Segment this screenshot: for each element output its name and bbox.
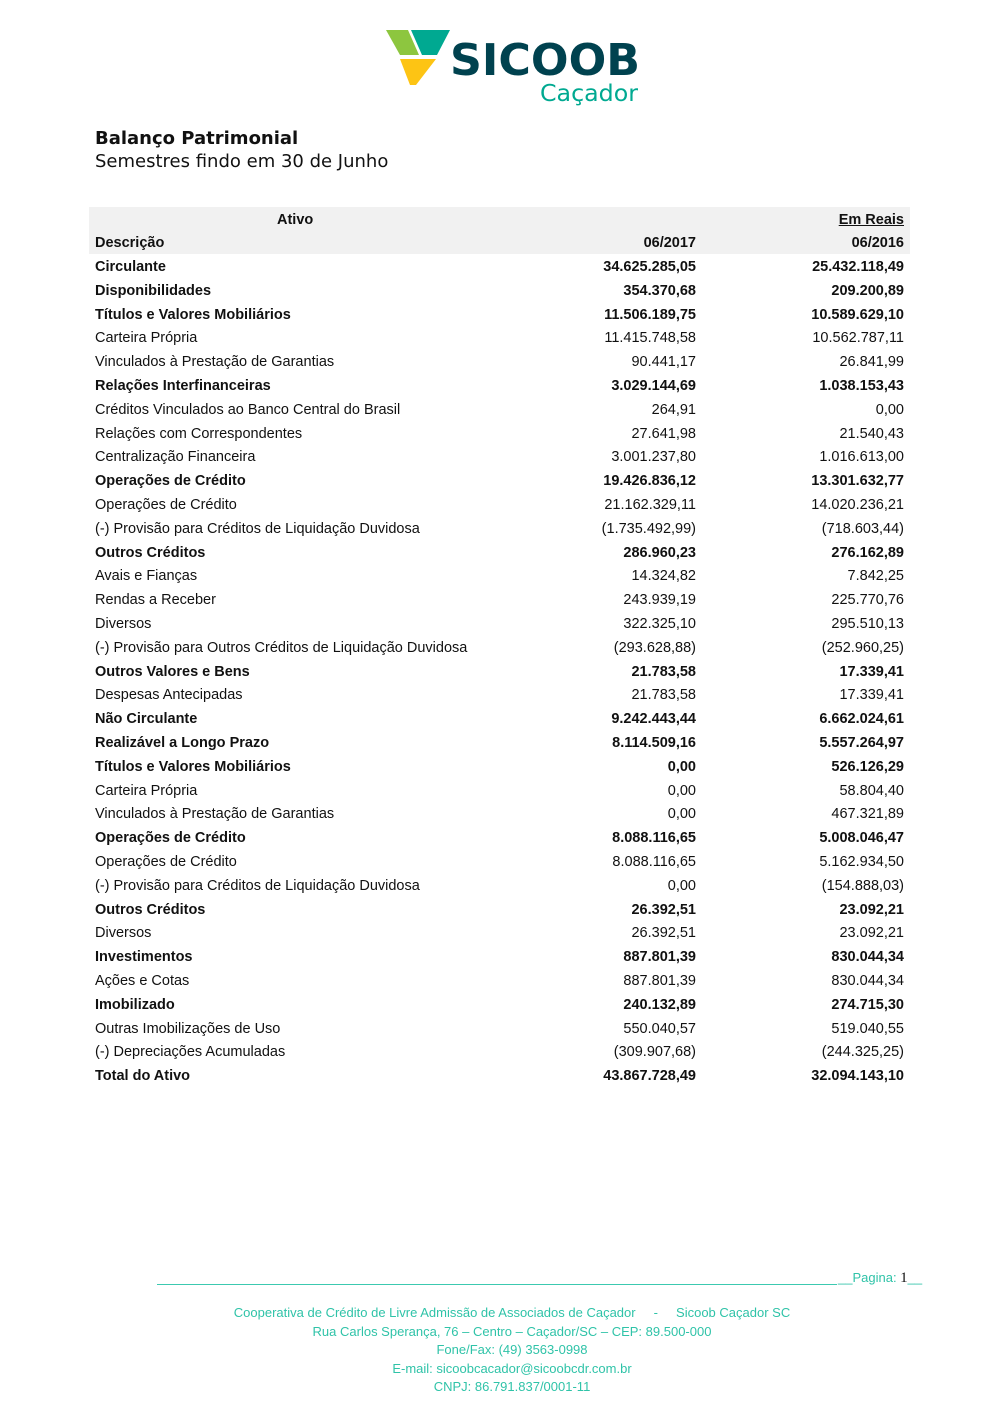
page-indicator bbox=[838, 1270, 922, 1287]
table-row bbox=[0, 708, 1000, 732]
value-2017: 286.960,23 bbox=[623, 544, 696, 561]
row-description: (-) Provisão para Créditos de Liquidação Duvidosa bbox=[95, 520, 420, 537]
row-description: Disponibilidades bbox=[95, 282, 212, 299]
value-2017: 3.001.237,80 bbox=[611, 449, 696, 466]
value-2016: 10.589.629,10 bbox=[811, 306, 904, 323]
table-row bbox=[0, 970, 1000, 994]
row-description: (-) Provisão para Créditos de Liquidação Duvidosa bbox=[95, 877, 420, 894]
value-2016: (154.888,03) bbox=[821, 877, 904, 894]
value-2016: 26.841,99 bbox=[839, 354, 904, 371]
row-description: Créditos Vinculados ao Banco Central do Brasil bbox=[95, 401, 401, 418]
row-description: Investimentos bbox=[95, 949, 193, 966]
row-description: Títulos e Valores Mobiliários bbox=[95, 306, 291, 323]
table-row bbox=[0, 922, 1000, 946]
row-description: Diversos bbox=[95, 925, 152, 942]
value-2016: 5.557.264,97 bbox=[819, 734, 904, 751]
value-2017: 19.426.836,12 bbox=[603, 473, 696, 490]
footer-address bbox=[0, 1304, 1000, 1397]
footer-line: CNPJ: 86.791.837/0001-11 bbox=[433, 1379, 591, 1394]
document-subtitle: Semestres findo em 30 de Junho bbox=[95, 151, 389, 172]
table-row bbox=[0, 899, 1000, 923]
value-2017: 887.801,39 bbox=[623, 972, 696, 989]
table-row bbox=[0, 351, 1000, 375]
table-row bbox=[0, 1065, 1000, 1089]
value-2016: 1.038.153,43 bbox=[819, 377, 904, 394]
footer-line: E-mail: sicoobcacador@sicoobcdr.com.br bbox=[392, 1360, 632, 1376]
footer-divider bbox=[157, 1284, 837, 1285]
col-2017-header: 06/2017 bbox=[643, 235, 696, 251]
row-description: Carteira Própria bbox=[95, 782, 198, 799]
value-2017: 8.088.116,65 bbox=[612, 853, 696, 870]
row-description: Outros Valores e Bens bbox=[95, 663, 250, 680]
table-row bbox=[0, 423, 1000, 447]
col-2016-header: 06/2016 bbox=[851, 235, 904, 251]
row-description: Circulante bbox=[95, 259, 166, 275]
row-description: Relações com Correspondentes bbox=[95, 425, 303, 442]
value-2016: 295.510,13 bbox=[831, 615, 904, 632]
table-header-band bbox=[89, 207, 910, 254]
page-label: __Pagina: bbox=[838, 1270, 901, 1285]
table-row bbox=[0, 851, 1000, 875]
row-description: Outras Imobilizações de Uso bbox=[95, 1020, 281, 1037]
row-description: Carteira Própria bbox=[95, 330, 198, 347]
row-description: Diversos bbox=[95, 615, 152, 632]
row-description: Títulos e Valores Mobiliários bbox=[95, 758, 291, 775]
value-2017: 34.625.285,05 bbox=[603, 259, 696, 275]
value-2016: 519.040,55 bbox=[831, 1020, 904, 1037]
table-row bbox=[0, 304, 1000, 328]
value-2016: 526.126,29 bbox=[831, 758, 904, 775]
value-2017: 0,00 bbox=[667, 758, 696, 775]
row-description: Centralização Financeira bbox=[95, 449, 256, 466]
value-2016: 14.020.236,21 bbox=[811, 496, 904, 513]
value-2016: 7.842,25 bbox=[847, 568, 904, 585]
row-description: Não Circulante bbox=[95, 711, 198, 728]
value-2017: 90.441,17 bbox=[631, 354, 696, 371]
value-2017: 3.029.144,69 bbox=[611, 377, 696, 394]
table-row bbox=[0, 756, 1000, 780]
value-2016: 13.301.632,77 bbox=[811, 473, 904, 490]
value-2017: 21.162.329,11 bbox=[604, 496, 696, 513]
value-2016: 209.200,89 bbox=[831, 282, 904, 299]
table-row bbox=[0, 661, 1000, 685]
value-2016: 25.432.118,49 bbox=[812, 259, 904, 275]
table-row bbox=[0, 446, 1000, 470]
table-row bbox=[0, 256, 1000, 280]
footer-line: Fone/Fax: (49) 3563-0998 bbox=[436, 1342, 588, 1357]
row-description: Vinculados à Prestação de Garantias bbox=[95, 354, 335, 371]
value-2016: 17.339,41 bbox=[839, 687, 904, 704]
footer-line: Cooperativa de Crédito de Livre Admissão de Associados de Caçador - Sicoob Caçador SC bbox=[233, 1305, 791, 1320]
row-description: Operações de Crédito bbox=[95, 830, 246, 847]
row-description: Operações de Crédito bbox=[95, 496, 237, 513]
value-2016: 467.321,89 bbox=[831, 806, 904, 823]
row-description: Despesas Antecipadas bbox=[95, 687, 243, 704]
table-row bbox=[0, 637, 1000, 661]
value-2017: 8.088.116,65 bbox=[612, 830, 696, 847]
value-2017: 240.132,89 bbox=[623, 996, 696, 1013]
value-2017: 0,00 bbox=[667, 782, 696, 799]
value-2017: 9.242.443,44 bbox=[611, 711, 696, 728]
table-row bbox=[0, 994, 1000, 1018]
value-2017: (309.907,68) bbox=[613, 1044, 696, 1061]
value-2016: 23.092,21 bbox=[839, 925, 904, 942]
value-2017: 21.783,58 bbox=[631, 687, 696, 704]
value-2016: 23.092,21 bbox=[839, 901, 904, 918]
value-2017: 243.939,19 bbox=[623, 592, 696, 609]
value-2017: 887.801,39 bbox=[623, 949, 696, 966]
value-2016: 274.715,30 bbox=[831, 996, 904, 1013]
row-description: (-) Provisão para Outros Créditos de Liquidação Duvidosa bbox=[95, 639, 468, 656]
footer-line: Rua Carlos Sperança, 76 – Centro – Caçador/SC – CEP: 89.500-000 bbox=[312, 1323, 712, 1339]
value-2016: (244.325,25) bbox=[821, 1044, 904, 1061]
value-2016: 10.562.787,11 bbox=[812, 330, 904, 347]
page-suffix: __ bbox=[907, 1270, 923, 1285]
value-2017: 26.392,51 bbox=[631, 925, 696, 942]
row-description: Relações Interfinanceiras bbox=[95, 377, 271, 394]
value-2016: 17.339,41 bbox=[839, 663, 904, 680]
value-2016: 225.770,76 bbox=[831, 592, 904, 609]
table-row bbox=[0, 280, 1000, 304]
value-2017: 27.641,98 bbox=[631, 425, 696, 442]
row-description: Realizável a Longo Prazo bbox=[95, 734, 270, 751]
value-2016: 5.008.046,47 bbox=[819, 830, 904, 847]
value-2017: 11.506.189,75 bbox=[604, 306, 696, 323]
value-2017: 0,00 bbox=[667, 877, 696, 894]
value-2017: 550.040,57 bbox=[623, 1020, 696, 1037]
table-row bbox=[0, 470, 1000, 494]
document-title: Balanço Patrimonial bbox=[95, 128, 299, 149]
row-description: Total do Ativo bbox=[95, 1068, 191, 1085]
table-row bbox=[0, 494, 1000, 518]
table-row bbox=[0, 732, 1000, 756]
table-row bbox=[0, 565, 1000, 589]
value-2016: 6.662.024,61 bbox=[819, 711, 904, 728]
value-2017: 11.415.748,58 bbox=[604, 330, 696, 347]
value-2017: 264,91 bbox=[651, 401, 696, 418]
value-2017: 322.325,10 bbox=[623, 615, 696, 632]
value-2016: 830.044,34 bbox=[831, 949, 904, 966]
table-row bbox=[0, 542, 1000, 566]
value-2017: 354.370,68 bbox=[623, 282, 696, 299]
table-row bbox=[0, 946, 1000, 970]
row-description: Operações de Crédito bbox=[95, 473, 246, 490]
table-row bbox=[0, 780, 1000, 804]
svg-text:Caçador: Caçador bbox=[540, 81, 639, 107]
row-description: Rendas a Receber bbox=[95, 592, 216, 609]
value-2017: 26.392,51 bbox=[631, 901, 696, 918]
description-header: Descrição bbox=[95, 235, 165, 251]
sicoob-logo bbox=[386, 27, 646, 109]
table-row bbox=[0, 399, 1000, 423]
table-row bbox=[0, 803, 1000, 827]
section-heading: Ativo bbox=[277, 212, 314, 228]
value-2017: 43.867.728,49 bbox=[603, 1068, 696, 1085]
table-row bbox=[0, 613, 1000, 637]
value-2016: 1.016.613,00 bbox=[819, 449, 904, 466]
row-description: (-) Depreciações Acumuladas bbox=[95, 1044, 286, 1061]
value-2017: 8.114.509,16 bbox=[612, 734, 696, 751]
table-row bbox=[0, 875, 1000, 899]
value-2017: 0,00 bbox=[667, 806, 696, 823]
page-number: 1 bbox=[900, 1270, 908, 1286]
value-2016: 830.044,34 bbox=[831, 972, 904, 989]
row-description: Outros Créditos bbox=[95, 901, 206, 918]
table-row bbox=[0, 684, 1000, 708]
value-2016: 5.162.934,50 bbox=[819, 853, 904, 870]
table-row bbox=[0, 375, 1000, 399]
row-description: Outros Créditos bbox=[95, 544, 206, 561]
svg-text:SICOOB: SICOOB bbox=[450, 35, 640, 86]
table-row bbox=[0, 589, 1000, 613]
row-description: Vinculados à Prestação de Garantias bbox=[95, 806, 335, 823]
table-row bbox=[0, 827, 1000, 851]
row-description: Avais e Fianças bbox=[95, 568, 198, 585]
unit-label: Em Reais bbox=[838, 212, 904, 228]
value-2016: 0,00 bbox=[875, 401, 904, 418]
value-2016: (718.603,44) bbox=[821, 520, 904, 537]
value-2016: 58.804,40 bbox=[839, 782, 904, 799]
value-2016: 276.162,89 bbox=[831, 544, 904, 561]
value-2017: 14.324,82 bbox=[631, 568, 696, 585]
value-2016: 32.094.143,10 bbox=[811, 1068, 904, 1085]
value-2017: (1.735.492,99) bbox=[601, 520, 696, 537]
value-2016: (252.960,25) bbox=[821, 639, 904, 656]
value-2017: (293.628,88) bbox=[613, 639, 696, 656]
table-row bbox=[0, 327, 1000, 351]
row-description: Imobilizado bbox=[95, 996, 175, 1013]
value-2016: 21.540,43 bbox=[839, 425, 904, 442]
value-2017: 21.783,58 bbox=[631, 663, 696, 680]
table-row bbox=[0, 518, 1000, 542]
row-description: Ações e Cotas bbox=[95, 972, 190, 989]
row-description: Operações de Crédito bbox=[95, 853, 237, 870]
table-row bbox=[0, 1018, 1000, 1042]
balance-table bbox=[0, 256, 1000, 1089]
table-row bbox=[0, 1041, 1000, 1065]
